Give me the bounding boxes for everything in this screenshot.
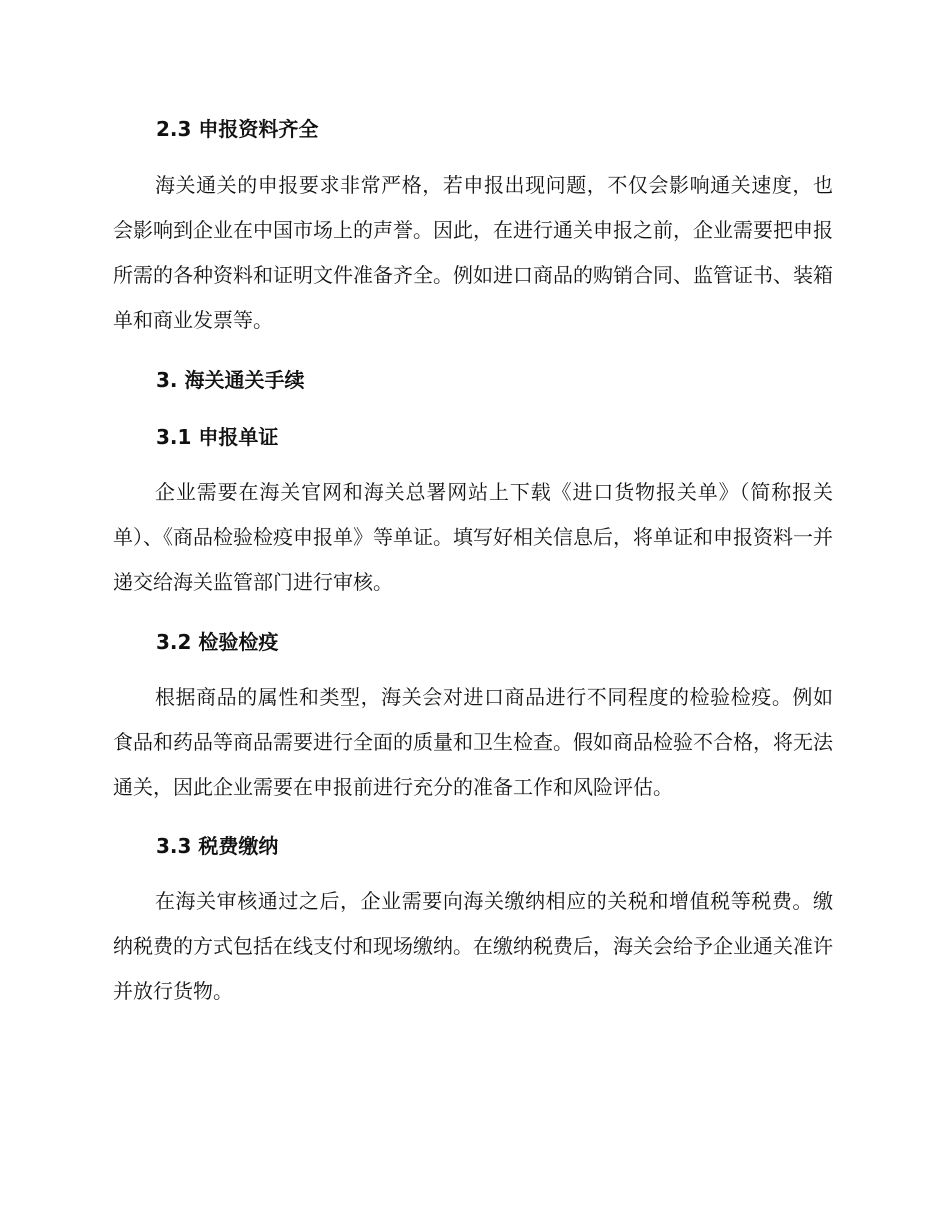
section-paragraph-3-2: 根据商品的属性和类型，海关会对进口商品进行不同程度的检验检疫。例如食品和药品等商品需要进行全面的质量和卫生检查。假如商品检验不合格，将无法通关，因此企业需要在申报前进行充分的准备工作和风险评估。	[113, 685, 833, 799]
section-heading-3-2: 3.2 检验检疫	[156, 630, 279, 654]
section-heading-2-3: 2.3 申报资料齐全	[156, 117, 319, 141]
section-heading-3-1: 3.1 申报单证	[156, 425, 279, 449]
section-paragraph-3-1: 企业需要在海关官网和海关总署网站上下载《进口货物报关单》（简称报关单）、《商品检验检疫申报单》等单证。填写好相关信息后，将单证和申报资料一并递交给海关监管部门进行审核。	[113, 480, 833, 594]
section-paragraph-2-3: 海关通关的申报要求非常严格，若申报出现问题，不仅会影响通关速度，也会影响到企业在中国市场上的声誉。因此，在进行通关申报之前，企业需要把申报所需的各种资料和证明文件准备齐全。例如进口商品的购销合同、监管证书、装箱单和商业发票等。	[113, 173, 833, 332]
section-heading-3: 3. 海关通关手续	[156, 368, 305, 392]
section-heading-3-3: 3.3 税费缴纳	[156, 834, 279, 858]
section-paragraph-3-3: 在海关审核通过之后，企业需要向海关缴纳相应的关税和增值税等税费。缴纳税费的方式包括在线支付和现场缴纳。在缴纳税费后，海关会给予企业通关准许并放行货物。	[113, 889, 833, 1003]
